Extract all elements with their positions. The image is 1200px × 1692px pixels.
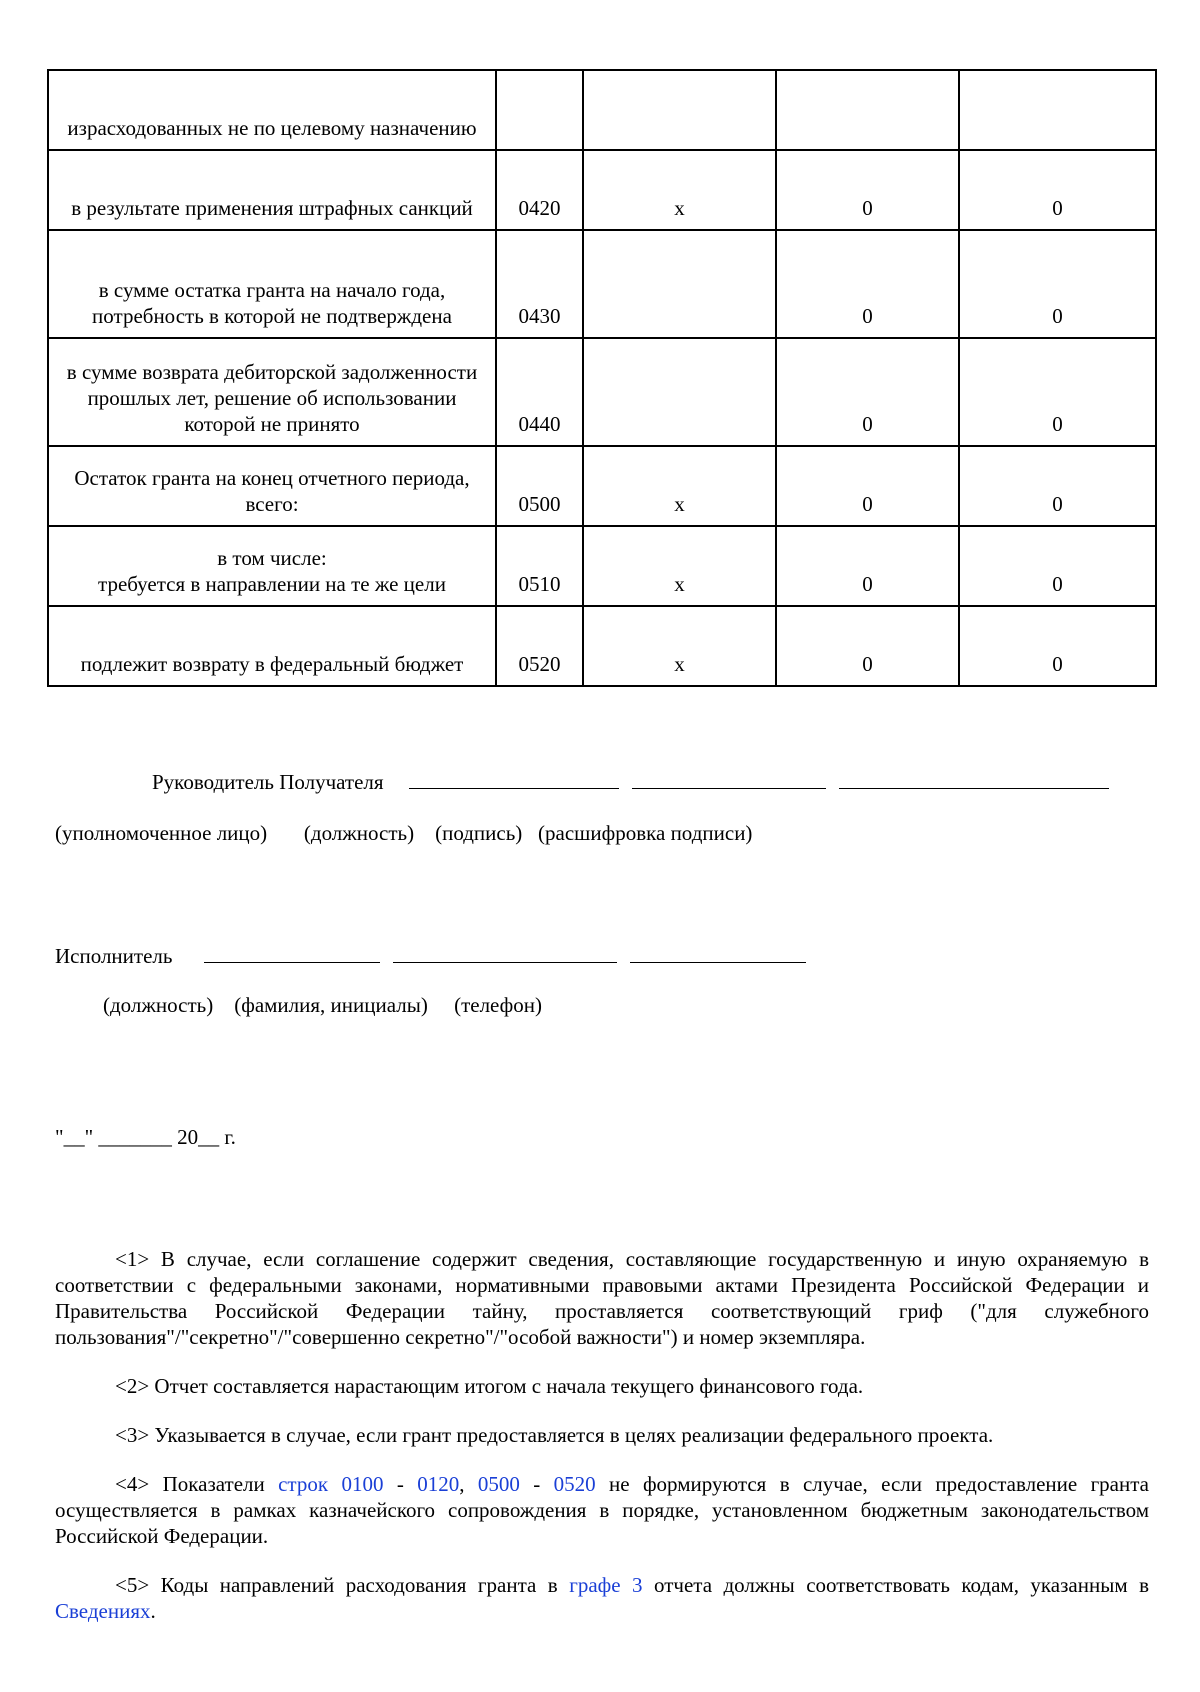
table-row xyxy=(48,70,1156,150)
link-rows-0100[interactable]: строк 0100 xyxy=(278,1472,384,1496)
executor-position-blank xyxy=(204,942,380,963)
footnote-4-suffix: не формируются в случае, если предоставление гранта осуществляется в рамках казначейского сопровождения в порядке, установленном бюджетным законодательством Российской Федерации. xyxy=(55,1472,1149,1548)
footnote-5 xyxy=(55,1572,1149,1624)
footnote-4 xyxy=(55,1471,1149,1549)
footnote-5-middle: отчета должны соответствовать кодам, указанным в xyxy=(642,1573,1149,1597)
head-signature-line xyxy=(152,768,1109,795)
row-label-line1: в том числе: xyxy=(217,546,327,570)
row-label-line2: требуется в направлении на те же цели xyxy=(98,572,446,596)
executor-signature-caption: (должность) (фамилия, инициалы) (телефон) xyxy=(103,993,542,1017)
footnote-2: <2> Отчет составляется нарастающим итогом с начала текущего финансового года. xyxy=(115,1374,864,1398)
row-code: 0520 xyxy=(496,606,583,686)
executor-label: Исполнитель xyxy=(55,944,173,968)
row-col4 xyxy=(776,70,959,150)
row-label: подлежит возврату в федеральный бюджет xyxy=(48,606,496,686)
footnote-5-prefix: <5> Коды направлений расходования гранта в xyxy=(115,1573,570,1597)
table-row xyxy=(48,230,1156,338)
table-row xyxy=(48,338,1156,446)
head-signature-caption: (уполномоченное лицо) (должность) (подпись) (расшифровка подписи) xyxy=(55,821,753,845)
row-col4: 0 xyxy=(776,526,959,606)
row-col4: 0 xyxy=(776,230,959,338)
row-col3: x xyxy=(583,150,776,230)
row-label xyxy=(48,526,496,606)
name-blank xyxy=(839,768,1109,789)
footnote-5-suffix: . xyxy=(150,1599,156,1623)
table-row xyxy=(48,150,1156,230)
head-label: Руководитель Получателя xyxy=(152,770,384,794)
row-col4: 0 xyxy=(776,446,959,526)
row-label: в результате применения штрафных санкций xyxy=(48,150,496,230)
row-label: Остаток гранта на конец отчетного периода, всего: xyxy=(48,446,496,526)
executor-phone-blank xyxy=(630,942,806,963)
link-row-0120[interactable]: 0120 xyxy=(417,1472,460,1496)
executor-signature-line xyxy=(55,942,806,969)
table-row xyxy=(48,446,1156,526)
executor-name-blank xyxy=(393,942,617,963)
table-row xyxy=(48,606,1156,686)
row-col3 xyxy=(583,230,776,338)
row-label: в сумме возврата дебиторской задолженности прошлых лет, решение об использовании которой не принято xyxy=(48,338,496,446)
row-code: 0430 xyxy=(496,230,583,338)
row-label: израсходованных не по целевому назначению xyxy=(48,70,496,150)
row-col5: 0 xyxy=(959,150,1156,230)
link-column-3[interactable]: графе 3 xyxy=(569,1573,643,1597)
row-col4: 0 xyxy=(776,338,959,446)
row-col5: 0 xyxy=(959,526,1156,606)
row-col5: 0 xyxy=(959,606,1156,686)
footnote-4-dash: - xyxy=(383,1472,418,1496)
row-col5: 0 xyxy=(959,338,1156,446)
row-label: в сумме остатка гранта на начало года, потребность в которой не подтверждена xyxy=(48,230,496,338)
footnote-1: <1> В случае, если соглашение содержит сведения, составляющие государственную и иную охраняемую в соответствии с федеральными законами, нормативными правовыми актами Президента Российской Федерации и Правительства Российской Федерации тайну, проставляется соответствующий гриф ("для служебного пользования"/"секретно"/"совершенно секретно"/"особой важности") и номер экземпляра. xyxy=(55,1247,1149,1349)
footnote-4-prefix: <4> Показатели xyxy=(115,1472,279,1496)
date-line: "__" _______ 20__ г. xyxy=(55,1125,236,1149)
footnote-4-dash: - xyxy=(519,1472,554,1496)
position-blank xyxy=(409,768,619,789)
footnotes xyxy=(55,1246,1149,1647)
row-code: 0500 xyxy=(496,446,583,526)
row-col3: x xyxy=(583,446,776,526)
row-col4: 0 xyxy=(776,606,959,686)
link-svedeniya[interactable]: Сведениях xyxy=(55,1599,151,1623)
row-code: 0420 xyxy=(496,150,583,230)
link-row-0520[interactable]: 0520 xyxy=(553,1472,596,1496)
link-row-0500[interactable]: 0500 xyxy=(477,1472,520,1496)
row-col4: 0 xyxy=(776,150,959,230)
row-col5: 0 xyxy=(959,446,1156,526)
table-row xyxy=(48,526,1156,606)
grant-report-table xyxy=(47,69,1157,687)
signature-blank xyxy=(632,768,826,789)
row-code xyxy=(496,70,583,150)
footnote-3: <3> Указывается в случае, если грант предоставляется в целях реализации федерального проекта. xyxy=(115,1423,994,1447)
row-col5: 0 xyxy=(959,230,1156,338)
footnote-4-comma: , xyxy=(459,1472,478,1496)
row-code: 0510 xyxy=(496,526,583,606)
row-code: 0440 xyxy=(496,338,583,446)
row-col3 xyxy=(583,70,776,150)
row-col3: x xyxy=(583,526,776,606)
row-col3 xyxy=(583,338,776,446)
row-col5 xyxy=(959,70,1156,150)
row-col3: x xyxy=(583,606,776,686)
